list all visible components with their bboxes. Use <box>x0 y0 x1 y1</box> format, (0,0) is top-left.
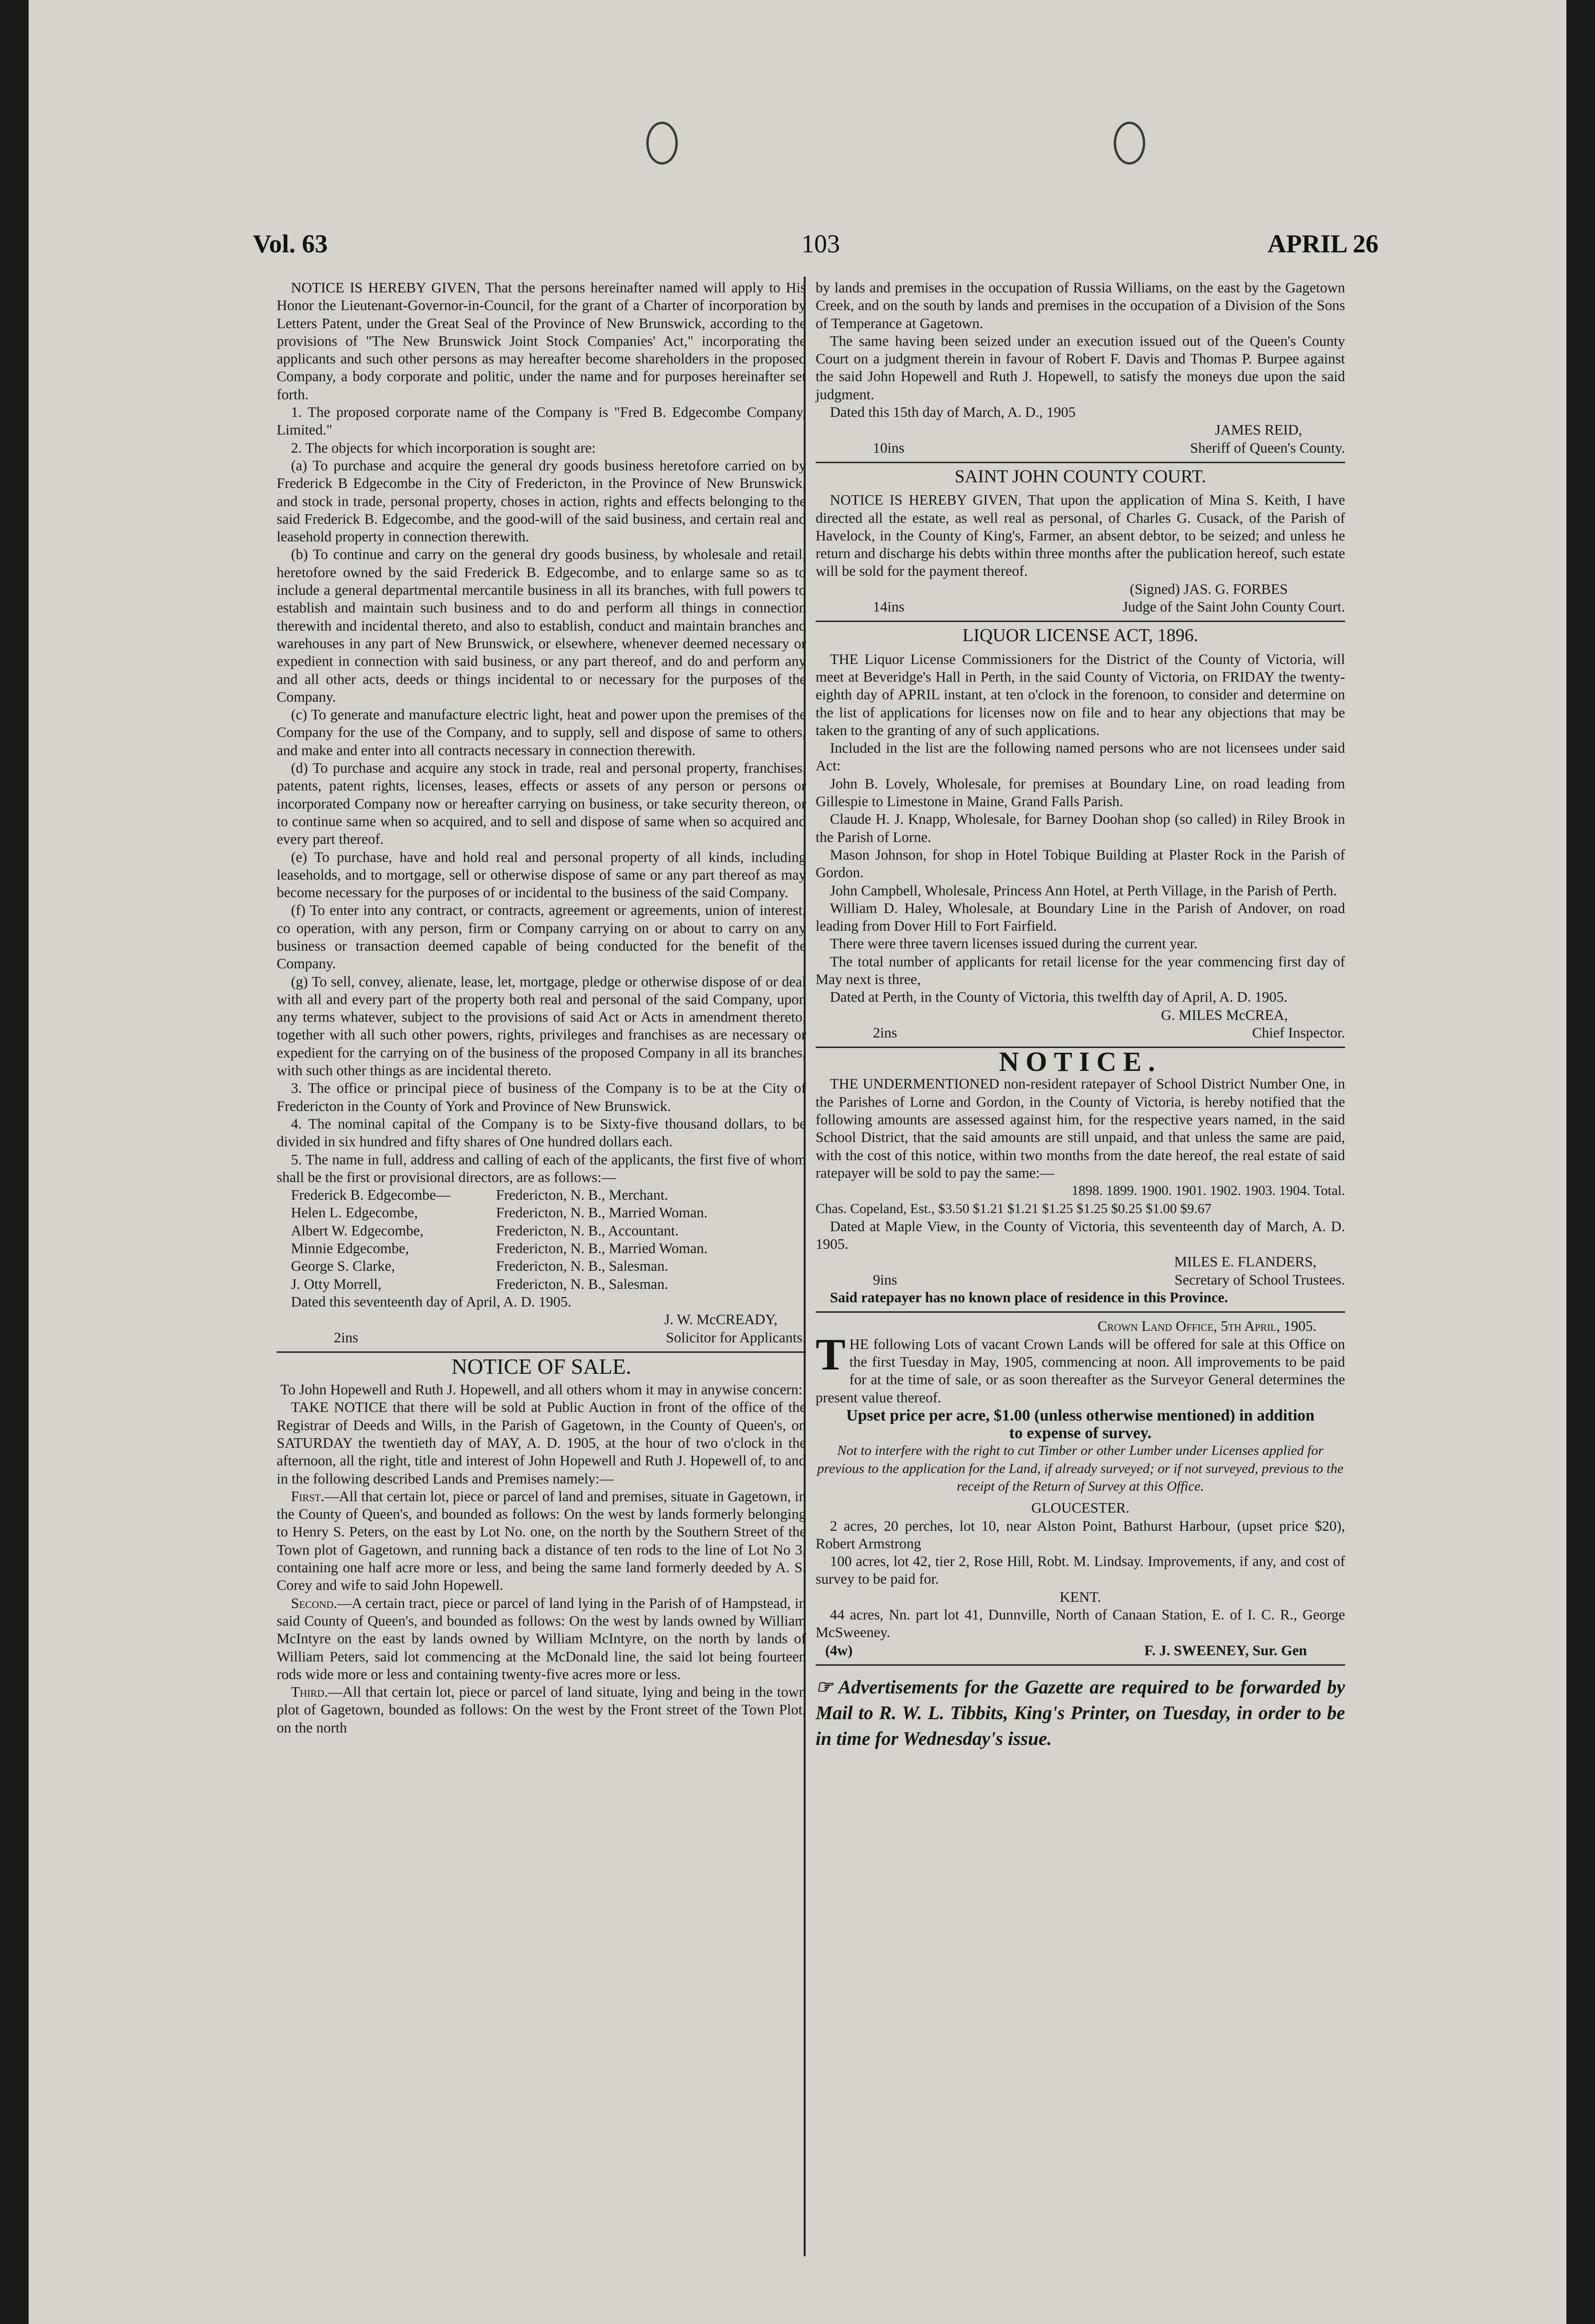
assessment-row: Chas. Copeland, Est., $3.50 $1.21 $1.21 $1.25 $1.25 $0.25 $1.00 $9.67 <box>816 1201 1212 1216</box>
director-name: Albert W. Edgecombe, <box>291 1222 424 1239</box>
crown-body: HE following Lots of vacant Crown Lands will be offered for sale at this Office on the first Tuesday in May, 1905, commencing at noon. All improvements to be paid for at the time of sale, or as soon thereafter as the Surveyor General determines the present value thereof. <box>816 1336 1345 1406</box>
notice-item: (e) To purchase, have and hold real and personal property of all kinds, including leaseholds, and to mortgage, sell or otherwise dispose of same or any part thereof as may become necessary for the purposes of or incidental to the business of the said Company. <box>277 849 806 901</box>
notice-item: (d) To purchase and acquire any stock in trade, real and personal property, franchises, patents, patent rights, licenses, leases, effects or assets of any person or persons or incorporated Company now or hereafter carrying on business, or take security thereon, or to continue same when so acquired, and to sell and dispose of same when so acquired and every part thereof. <box>277 760 806 848</box>
gazette-page <box>29 0 1566 2324</box>
assessment-years: 1898. 1899. 1900. 1901. 1902. 1903. 1904. Total. <box>1071 1183 1345 1199</box>
director-detail: Fredericton, N. B., Salesman. <box>496 1276 668 1292</box>
left-column <box>277 279 806 1737</box>
director-name: Helen L. Edgecombe, <box>291 1204 418 1221</box>
upset-price: Upset price per acre, $1.00 (unless otherwise mentioned) in addition to expense of survey. <box>846 1406 1315 1442</box>
director-detail: Fredericton, N. B., Merchant. <box>496 1187 668 1204</box>
notice-item: (a) To purchase and acquire the general dry goods business heretofore carried on by Frederick B Edgecombe in the City of Fredericton, in the Province of New Brunswick, and stock in trade, personal property, choses in action, rights and effects belonging to the said Frederick B. Edgecombe, and the good-will of the said business, and certain real and leasehold property in connection therewith. <box>277 457 806 545</box>
sale-address: To John Hopewell and Ruth J. Hopewell, and all others whom it may in anywise concern: <box>280 1381 803 1398</box>
section-divider <box>816 621 1345 622</box>
insertions: 2ins <box>873 1024 897 1041</box>
director-name: Minnie Edgecombe, <box>291 1240 409 1257</box>
liquor-body: THE Liquor License Commissioners for the District of the County of Victoria, will meet at Beveridge's Hall in Perth, in the said County of Victoria, on FRIDAY the twenty-eighth day of APRIL instant, at ten o'clock in the forenoon, to consider and determine on the list of applications for licenses now on file and to hear any objections that may be taken to the granting of any of such applications. <box>816 651 1345 738</box>
signer: JAMES REID, <box>1214 422 1302 438</box>
county-court-notice <box>816 468 1345 616</box>
notice-item: (f) To enter into any contract, or contracts, agreement or agreements, union of interest, co operation, with any person, firm or Company carrying on or about to carry on any business or transaction deemed capable of being conducted for the benefit of the Company. <box>277 902 806 972</box>
sale-continued <box>816 279 1345 457</box>
insertions: 2ins <box>334 1329 358 1346</box>
liquor-tavern: There were three tavern licenses issued during the current year. <box>830 935 1198 952</box>
applicant-entry: William D. Haley, Wholesale, at Boundary Line in the Parish of Andover, on road leading from Dover Hill to Fort Fairfield. <box>816 900 1345 934</box>
director-detail: Fredericton, N. B., Married Woman. <box>496 1204 708 1221</box>
section-title: NOTICE. <box>999 1046 1162 1078</box>
director-detail: Fredericton, N. B., Married Woman. <box>496 1240 708 1257</box>
paragraph-text: —A certain tract, piece or parcel of land lying in the Parish of of Hampstead, in said County of Queen's, and bounded as follows: On the west by lands owned by William McIntyre on the east by lands owned by William McIntyre, on the north by lands of William Peters, said lot commencing at the McDonald line, the said lot being fourteen rods wide more or less and containing twenty-five acres more or less. <box>277 1595 806 1682</box>
director-detail: Fredericton, N. B., Salesman. <box>496 1258 668 1275</box>
page-number: 103 <box>801 229 840 258</box>
timber-condition: Not to interfere with the right to cut Timber or other Lumber under Licenses applied for previous to the application for the Land, if already surveyed; or if not surveyed, previous to the receipt of the Return of Survey at this Office. <box>817 1443 1344 1494</box>
section-title: SAINT JOHN COUNTY COURT. <box>954 466 1206 487</box>
liquor-included: Included in the list are the following named persons who are not licensees under said Act: <box>816 740 1345 774</box>
crown-body-para <box>816 1329 1345 1407</box>
notice-item: 1. The proposed corporate name of the Company is "Fred B. Edgecombe Company, Limited." <box>277 404 806 438</box>
advertisement-note: ☞ Advertisements for the Gazette are required to be forwarded by Mail to R. W. L. Tibbits, King's Printer, on Tuesday, in order to be in time for Wednesday's issue. <box>816 1676 1345 1749</box>
sale-second <box>277 1595 806 1683</box>
paragraph-text: —All that certain lot, piece or parcel of land situate, lying and being in the town plot of Gagetown, bounded as follows: On the west by the Front street of the Town Plot, on the north <box>277 1684 806 1736</box>
dated-line: Dated this seventeenth day of April, A. D. 1905. <box>291 1293 571 1310</box>
notice-item: (c) To generate and manufacture electric light, heat and power upon the premises of the Company for the use of the Company, and to supply, sell and dispose of same to others, and make and enter into all contracts necessary in connection therewith. <box>277 706 806 758</box>
section-divider <box>816 1664 1345 1666</box>
signer-role: Judge of the Saint John County Court. <box>1122 599 1345 615</box>
insertions: (4w) <box>825 1642 853 1659</box>
notice-item: 2. The objects for which incorporation is sought are: <box>291 439 596 456</box>
sale-third <box>277 1683 806 1737</box>
sale-body: TAKE NOTICE that there will be sold at Public Auction in front of the office of the Registrar of Deeds and Wills, in the Parish of Gagetown, in the County of Queen's, on SATURDAY the twentieth day of MAY, A. D. 1905, at the hour of two o'clock in the afternoon, all the right, title and interest of John Hopewell and Ruth J. Hopewell of, to and in the following described Lands and Premises namely:— <box>277 1399 806 1487</box>
applicant-entry: John B. Lovely, Wholesale, for premises at Boundary Line, on road leading from Gillespie to Limestone in Maine, Grand Falls Parish. <box>816 775 1345 810</box>
issue-date: APRIL 26 <box>1267 229 1378 258</box>
county-heading: GLOUCESTER. <box>1031 1500 1129 1516</box>
paragraph-label: Second. <box>291 1595 337 1611</box>
section-divider <box>816 1311 1345 1313</box>
signature-line <box>816 598 1345 616</box>
court-body: NOTICE IS HEREBY GIVEN, That upon the application of Mina S. Keith, I have directed all the estate, as well real as personal, of Charles G. Cusack, of the Parish of Havelock, in the County of King's, Farmer, an absent debtor, to be seized; and unless he return and discharge his debts within three months after the publication hereof, such estate will be sold for the payment thereof. <box>816 492 1345 580</box>
insertions: 10ins <box>873 439 905 456</box>
director-name: Frederick B. Edgecombe— <box>291 1187 451 1204</box>
signature-line <box>277 1329 806 1347</box>
right-column <box>816 279 1345 1752</box>
signer: F. J. SWEENEY, Sur. Gen <box>1144 1642 1307 1659</box>
drop-cap: T <box>816 1329 846 1380</box>
section-title: NOTICE OF SALE. <box>451 1354 632 1379</box>
applicant-entry: John Campbell, Wholesale, Princess Ann Hotel, at Perth Village, in the Parish of Perth. <box>830 882 1337 899</box>
notice-item: (g) To sell, convey, alienate, lease, let, mortgage, pledge or otherwise dispose of or deal with all and every part of the property both real and personal of the said Company, upon any terms whatever, subject to the provisions of said Act or Acts in amendment thereto, together with all such other powers, rights, privileges and franchises as are necessary or expedient for the carrying on of the business of the proposed Company in all its branches, with such other things as are incidental thereto. <box>277 973 806 1079</box>
land-lot: 2 acres, 20 perches, lot 10, near Alston Point, Bathurst Harbour, (upset price $20), Robert Armstrong <box>816 1517 1345 1552</box>
director-detail: Fredericton, N. B., Accountant. <box>496 1222 679 1239</box>
punch-hole <box>1114 122 1145 165</box>
paragraph-label: Third. <box>291 1684 328 1701</box>
crown-office-line: Crown Land Office, 5th April, 1905. <box>1098 1318 1316 1335</box>
signature-line <box>816 1642 1345 1660</box>
school-body: THE UNDERMENTIONED non-resident ratepayer of School District Number One, in the Parishes of Lorne and Gordon, in the County of Victoria, is hereby notified that the following amounts are assessed against him, for the respective years named, in the said School District, that the said amounts are still unpaid, and that unless the same are paid, with the cost of this notice, within two months from the date hereof, the real estate of said ratepayer will be sold to pay the same:— <box>816 1076 1345 1181</box>
paragraph-text: —All that certain lot, piece or parcel of land and premises, situate in Gagetown, in the County of Queen's, and bounded as follows: On the west by lands formerly belonging to Henry S. Peters, on the east by Lot No. one, on the north by the Southern Street of the Town plot of Gagetown, and running back a distance of ten rods to the line of Lot No 3, containing one half acre more or less, and being the same land formerly deeded by A. S. Corey and wife to said John Hopewell. <box>277 1488 806 1594</box>
director-name: George S. Clarke, <box>291 1258 395 1275</box>
signature-line <box>816 1271 1345 1289</box>
signer-role: Chief Inspector. <box>1252 1024 1345 1041</box>
insertions: 9ins <box>873 1271 897 1288</box>
notice-intro: NOTICE IS HEREBY GIVEN, That the persons hereinafter named will apply to His Honor the Lieutenant-Governor-in-Council, for the grant of a Charter of incorporation by Letters Patent, under the Great Seal of the Province of New Brunswick, according to the provisions of "The New Brunswick Joint Stock Companies' Act," incorporating the applicants and such other persons as may hereafter become shareholders in the proposed Company, a body corporate and politic, under the name and for purposes hereinafter set forth. <box>277 280 806 403</box>
directors-list <box>277 1186 806 1293</box>
notice-of-sale <box>277 1354 806 1737</box>
land-lot: 44 acres, Nn. part lot 41, Dunnville, North of Canaan Station, E. of I. C. R., George McSweeney. <box>816 1607 1345 1641</box>
volume-label: Vol. 63 <box>253 229 328 258</box>
liquor-total: The total number of applicants for retail license for the year commencing first day of May next is three, <box>816 953 1345 987</box>
signer: (Signed) JAS. G. FORBES <box>1129 581 1288 597</box>
seizure-text: The same having been seized under an execution issued out of the Queen's County Court on a judgment therein in favour of Robert F. Davis and Thomas P. Burpee against the said John Hopewell and Ruth J. Hopewell, to satisfy the moneys due upon the said judgment. <box>816 332 1345 403</box>
applicant-entry: Claude H. J. Knapp, Wholesale, for Barney Doohan shop (so called) in Riley Brook in the Parish of Lorne. <box>816 811 1345 845</box>
school-notice <box>816 1046 1345 1307</box>
signer: MILES E. FLANDERS, <box>1174 1254 1316 1270</box>
applicant-entry: Mason Johnson, for shop in Hotel Tobique Building at Plaster Rock in the Parish of Gordon. <box>816 846 1345 881</box>
signer: G. MILES McCREA, <box>1160 1006 1288 1023</box>
signer: J. W. McCREADY, <box>664 1311 777 1328</box>
county-heading: KENT. <box>1059 1588 1101 1605</box>
sale-first <box>277 1488 806 1595</box>
notice-item: (b) To continue and carry on the general dry goods business, by wholesale and retail, heretofore owned by the said Frederick B. Edgecombe, and to enlarge same so as to include a general departmental mercantile business in all its branches, with full powers to establish and maintain such business and to do and perform all things in connection therewith and incidental thereto, and also to establish, conduct and maintain branches and warehouses in any part of New Brunswick, or elsewhere, whenever deemed necessary or expedient in connection with said business, or any part thereof, and do and perform any and all other acts, deeds or things incidental to or necessary for the purposes of the Company. <box>277 546 806 705</box>
notice-item: 4. The nominal capital of the Company is to be Sixty-five thousand dollars, to be divided in six hundred and fifty shares of One hundred dollars each. <box>277 1115 806 1150</box>
incorporation-notice <box>277 279 806 1347</box>
crown-lands-notice <box>816 1318 1345 1660</box>
insertions: 14ins <box>873 599 905 615</box>
signer-role: Secretary of School Trustees. <box>1174 1271 1345 1288</box>
notice-item: 3. The office or principal piece of business of the Company is to be at the City of Fredericton in the County of York and Province of New Brunswick. <box>277 1080 806 1114</box>
paragraph-label: First. <box>291 1488 325 1504</box>
signer-role: Sheriff of Queen's County. <box>1190 439 1345 456</box>
land-lot: 100 acres, lot 42, tier 2, Rose Hill, Robt. M. Lindsay. Improvements, if any, and cost of survey to be paid for. <box>816 1553 1345 1587</box>
dated-line: Dated at Perth, in the County of Victoria, this twelfth day of April, A. D. 1905. <box>830 989 1288 1006</box>
signature-line <box>816 1024 1345 1042</box>
director-name: J. Otty Morrell, <box>291 1276 382 1292</box>
signer-role: Solicitor for Applicants. <box>666 1329 806 1346</box>
punch-hole <box>646 122 678 165</box>
dated-line: Dated this 15th day of March, A. D., 1905 <box>830 404 1076 421</box>
signature-line <box>816 439 1345 457</box>
dated-line: Dated at Maple View, in the County of Victoria, this seventeenth day of March, A. D. 1905. <box>816 1218 1345 1253</box>
notice-item: 5. The name in full, address and calling of each of the applicants, the first five of whom shall be the first or provisional directors, are as follows:— <box>277 1151 806 1185</box>
section-title: LIQUOR LICENSE ACT, 1896. <box>962 625 1199 646</box>
section-divider <box>277 1351 806 1353</box>
section-divider <box>816 462 1345 463</box>
page-header <box>253 229 1378 267</box>
school-note: Said ratepayer has no known place of residence in this Province. <box>830 1289 1228 1306</box>
sale-continued-body: by lands and premises in the occupation of Russia Williams, on the east by the Gagetown Creek, and on the south by lands and premises in the occupation of a Division of the Sons of Temperance at Gagetown. <box>816 280 1345 332</box>
liquor-license-notice <box>816 627 1345 1042</box>
